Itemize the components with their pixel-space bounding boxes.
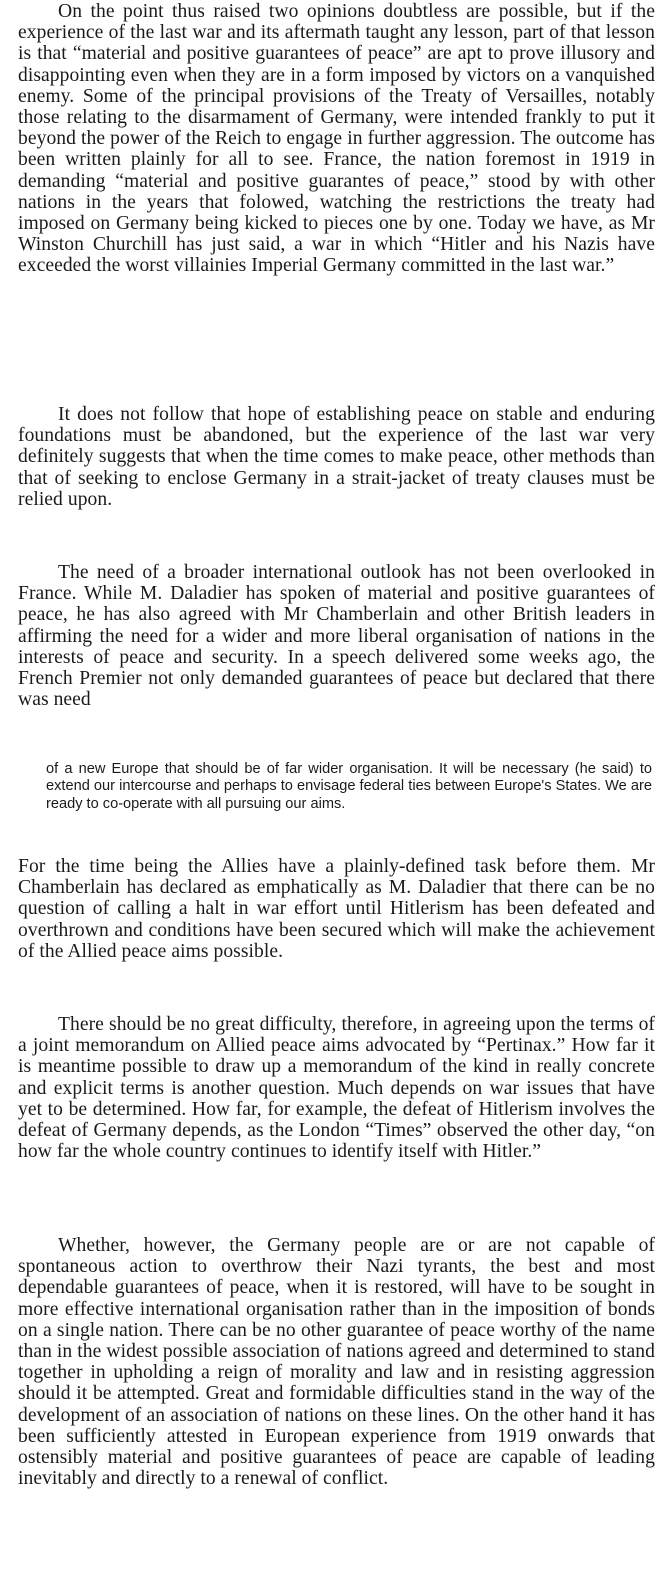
paragraph-joint-memorandum: There should be no great difficulty, therefore, in agreeing upon the terms of a joint memorandum on Allied peace aims advocated by “Pertinax.” How far it is meantime possible to draw up a memorandum of the kind in really concrete and explicit terms is another question. Much depends on war issues that have yet to be determined. How far, for example, the defeat of Hitlerism involves the defeat of Germany depends, as the London “Times” observed the other day, “on how far the whole country continues to identify itself with Hitler.” — [18, 1014, 655, 1163]
paragraph-enduring-foundations: It does not follow that hope of establishing peace on stable and enduring foundations must be abandoned, but the experience of the last war very definitely suggests that when the time comes to make peace, other methods than that of seeking to enclose Germany in a strait-jacket of treaty clauses must be relied upon. — [18, 404, 655, 510]
paragraph-broader-outlook: The need of a broader international outlook has not been overlooked in France. While M. Daladier has spoken of material and positive guarantees of peace, he has also agreed with Mr Chamberlain and other British leaders in affirming the need for a wider and more liberal organisation of nations in the interests of peace and security. In a speech delivered some weeks ago, the French Premier not only demanded guarantees of peace but declared that there was need — [18, 562, 655, 711]
paragraph-allied-task: For the time being the Allies have a plainly-defined task before them. Mr Chamberlain has declared as emphatically as M. Daladier that there can be no question of calling a halt in war effort until Hitlerism has been defeated and overthrown and conditions have been secured which will make the achievement of the Allied peace aims possible. — [18, 856, 655, 962]
block-quote-daladier: of a new Europe that should be of far wider organisation. It will be necessary (he said) to extend our intercourse and perhaps to envisage federal ties between Europe's States. We are ready to co-operate with all pursuing our aims. — [46, 761, 652, 812]
paragraph-material-guarantees: On the point thus raised two opinions doubtless are possible, but if the experience of the last war and its aftermath taught any lesson, part of that lesson is that “material and positive guarantees of peace” are apt to prove illusory and disappointing even when they are in a form imposed by victors on a vanquished enemy. Some of the principal provisions of the Treaty of Versailles, notably those relating to the disarmament of Germany, were intended frankly to put it beyond the power of the Reich to engage in further aggression. The outcome has been written plainly for all to see. France, the nation foremost in 1919 in demanding “material and positive guarantes of peace,” stood by with other nations in the years that folowed, watching the restrictions the treaty had imposed on Germany being kicked to pieces one by one. Today we have, as Mr Winston Churchill has just said, a war in which “Hitler and his Nazis have exceeded the worst villainies Imperial Germany committed in the last war.” — [18, 1, 655, 277]
paragraph-international-organisation: Whether, however, the Germany people are or are not capable of spontaneous action to overthrow their Nazi tyrants, the best and most dependable guarantees of peace, when it is restored, will have to be sought in more effective international organisation rather than in the imposition of bonds on a single nation. There can be no other guarantee of peace worthy of the name than in the widest possible association of nations agreed and determined to stand together in upholding a reign of morality and law and in resisting aggression should it be attempted. Great and formidable difficulties stand in the way of the development of an association of nations on these lines. On the other hand it has been sufficiently attested in European experience from 1919 onwards that ostensibly material and positive guarantees of peace are capable of leading inevitably and directly to a renewal of conflict. — [18, 1235, 655, 1490]
